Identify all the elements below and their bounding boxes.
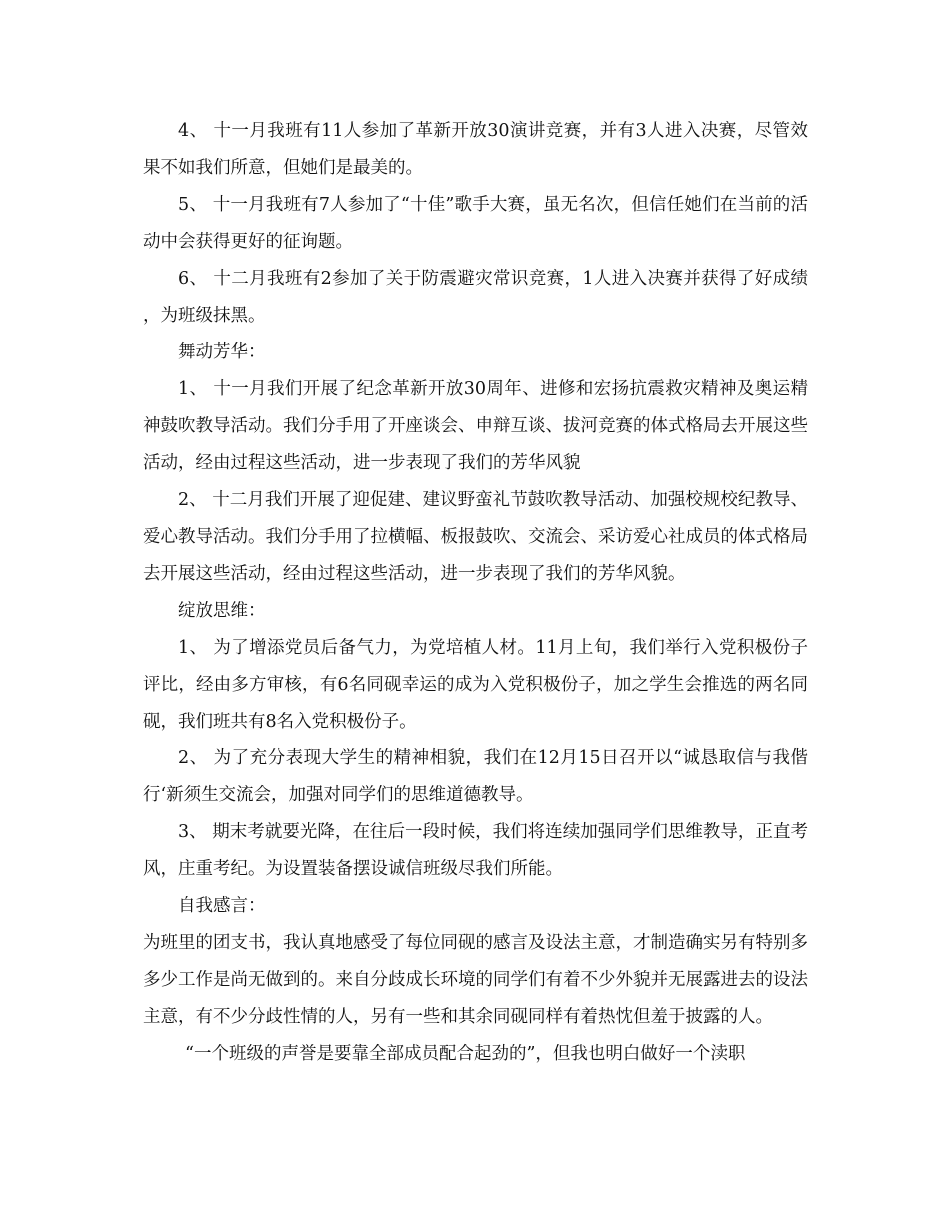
list-item-paragraph: 1、 十一月我们开展了纪念革新开放30周年、进修和宏扬抗震救灾精神及奥运精神鼓吹教导活动。我们分手用了开座谈会、申辩互谈、拔河竞赛的体式格局去开展这些活动，经由过程这些活动，进一步表现了我们的芳华风貌 <box>143 379 808 474</box>
document-body <box>143 113 808 1073</box>
list-item-paragraph: 4、 十一月我班有11人参加了革新开放30演讲竞赛，并有3人进入决赛，尽管效果不如我们所意，但她们是最美的。 <box>143 121 808 178</box>
section-heading: 绽放思维： <box>178 600 266 621</box>
list-item-paragraph: 5、 十一月我班有7人参加了“十佳”歌手大赛，虽无名次，但信任她们在当前的活动中会获得更好的征询题。 <box>143 194 808 252</box>
list-item-paragraph: 6、 十二月我班有2参加了关于防震避灾常识竞赛，1人进入决赛并获得了好成绩，为班级抹黑。 <box>143 268 808 326</box>
list-item-paragraph: 2、 为了充分表现大学生的精神相貌，我们在12月15日召开以“诚恳取信与我偕行‘新须生交流会，加强对同学们的思维道德教导。 <box>143 748 808 806</box>
body-paragraph: “一个班级的声誉是要靠全部成员配合起劲的”，但我也明白做好一个渎职 <box>185 1043 746 1064</box>
list-item-paragraph: 1、 为了增添党员后备气力，为党培植人材。11月上旬，我们举行入党积极份子评比，经由多方审核，有6名同砚幸运的成为入党积极份子，加之学生会推选的两名同砚，我们班共有8名入党积极份子。 <box>143 637 808 732</box>
list-item-paragraph: 3、 期末考就要光降，在往后一段时候，我们将连续加强同学们思维教导，正直考风，庄重考纪。为设置装备摆设诚信班级尽我们所能。 <box>143 822 808 880</box>
section-heading: 自我感言： <box>178 896 266 917</box>
list-item-paragraph: 2、 十二月我们开展了迎促建、建议野蛮礼节鼓吹教导活动、加强校规校纪教导、爱心教导活动。我们分手用了拉横幅、板报鼓吹、交流会、采访爱心社成员的体式格局去开展这些活动，经由过程这些活动，进一步表现了我们的芳华风貌。 <box>143 490 808 584</box>
body-paragraph: 为班里的团支书，我认真地感受了每位同砚的感言及设法主意，才制造确实另有特别多多少工作是尚无做到的。来自分歧成长环境的同学们有着不少外貌并无展露进去的设法主意，有不少分歧性情的人，另有一些和其余同砚同样有着热忱但羞于披露的人。 <box>143 932 808 1027</box>
section-heading: 舞动芳华： <box>178 342 266 363</box>
